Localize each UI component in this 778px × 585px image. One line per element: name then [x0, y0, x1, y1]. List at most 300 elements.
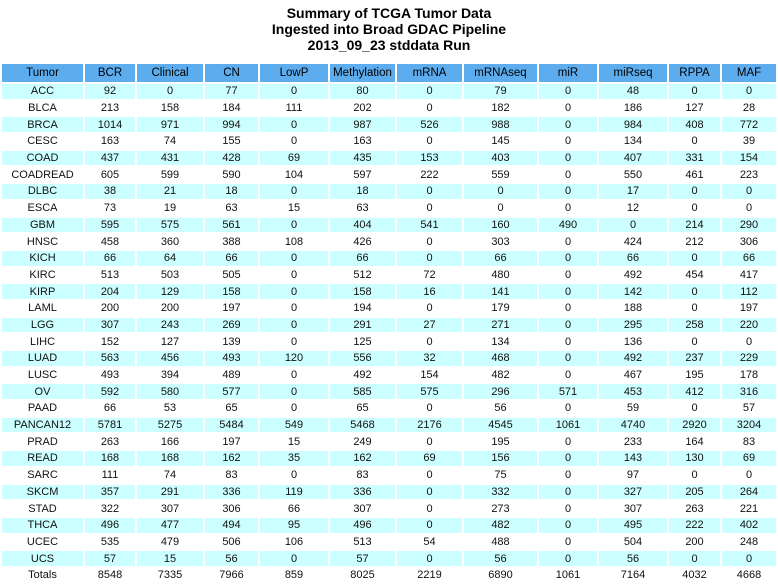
- value-cell-methylation: 125: [330, 334, 395, 349]
- value-cell-methylation: 597: [330, 167, 395, 182]
- value-cell-maf: 0: [722, 334, 776, 349]
- value-cell-mrna: 0: [397, 401, 462, 416]
- value-cell-clinical: 168: [137, 451, 203, 466]
- value-cell-lowp: 0: [260, 318, 328, 333]
- value-cell-clinical: 291: [137, 485, 203, 500]
- value-cell-mrna: 153: [397, 151, 462, 166]
- value-cell-clinical: 21: [137, 184, 203, 199]
- table-row: [2, 301, 776, 316]
- tumor-label: GBM: [2, 218, 83, 233]
- value-cell-mir: 0: [539, 101, 597, 116]
- value-cell-lowp: 0: [260, 268, 328, 283]
- value-cell-mir: 0: [539, 551, 597, 566]
- value-cell-mrnaseq: 179: [464, 301, 537, 316]
- value-cell-cn: 994: [205, 117, 258, 132]
- value-cell-mrnaseq: 482: [464, 368, 537, 383]
- value-cell-mrna: 0: [397, 434, 462, 449]
- column-header-cn: CN: [205, 64, 258, 82]
- value-cell-mir: 0: [539, 84, 597, 99]
- value-cell-bcr: 263: [85, 434, 135, 449]
- value-cell-cn: 269: [205, 318, 258, 333]
- value-cell-bcr: 200: [85, 301, 135, 316]
- value-cell-cn: 506: [205, 535, 258, 550]
- tumor-label: COADREAD: [2, 167, 83, 182]
- value-cell-methylation: 65: [330, 401, 395, 416]
- value-cell-mrna: 32: [397, 351, 462, 366]
- value-cell-cn: 56: [205, 551, 258, 566]
- value-cell-cn: 493: [205, 351, 258, 366]
- value-cell-cn: 197: [205, 301, 258, 316]
- table-row: [2, 501, 776, 516]
- value-cell-clinical: 580: [137, 384, 203, 399]
- value-cell-mrnaseq: 6890: [464, 568, 537, 583]
- value-cell-bcr: 1014: [85, 117, 135, 132]
- value-cell-mrna: 0: [397, 518, 462, 533]
- value-cell-mrna: 222: [397, 167, 462, 182]
- tumor-label: HNSC: [2, 234, 83, 249]
- value-cell-cn: 489: [205, 368, 258, 383]
- value-cell-maf: 0: [722, 468, 776, 483]
- value-cell-cn: 577: [205, 384, 258, 399]
- value-cell-clinical: 53: [137, 401, 203, 416]
- value-cell-lowp: 111: [260, 101, 328, 116]
- tumor-label: LUSC: [2, 368, 83, 383]
- value-cell-maf: 402: [722, 518, 776, 533]
- value-cell-mir: 1061: [539, 568, 597, 583]
- value-cell-mrnaseq: 559: [464, 167, 537, 182]
- value-cell-mirseq: 59: [599, 401, 667, 416]
- value-cell-mrnaseq: 56: [464, 401, 537, 416]
- tumor-label: SKCM: [2, 485, 83, 500]
- tumor-label: KICH: [2, 251, 83, 266]
- value-cell-bcr: 66: [85, 251, 135, 266]
- value-cell-lowp: 0: [260, 301, 328, 316]
- table-row: [2, 535, 776, 550]
- value-cell-cn: 428: [205, 151, 258, 166]
- value-cell-clinical: 360: [137, 234, 203, 249]
- tumor-label: OV: [2, 384, 83, 399]
- value-cell-methylation: 202: [330, 101, 395, 116]
- value-cell-lowp: 119: [260, 485, 328, 500]
- value-cell-maf: 178: [722, 368, 776, 383]
- table-row: [2, 234, 776, 249]
- value-cell-clinical: 19: [137, 201, 203, 216]
- value-cell-bcr: 204: [85, 284, 135, 299]
- value-cell-mirseq: 143: [599, 451, 667, 466]
- value-cell-maf: 221: [722, 501, 776, 516]
- table-row: [2, 351, 776, 366]
- value-cell-mrna: 0: [397, 334, 462, 349]
- value-cell-bcr: 496: [85, 518, 135, 533]
- value-cell-mir: 0: [539, 151, 597, 166]
- value-cell-mir: 0: [539, 518, 597, 533]
- table-row: [2, 401, 776, 416]
- tumor-label: ACC: [2, 84, 83, 99]
- value-cell-clinical: 477: [137, 518, 203, 533]
- value-cell-mrnaseq: 332: [464, 485, 537, 500]
- table-header-row: [2, 64, 776, 82]
- value-cell-maf: 417: [722, 268, 776, 283]
- table-row: [2, 167, 776, 182]
- value-cell-bcr: 322: [85, 501, 135, 516]
- value-cell-mir: 0: [539, 351, 597, 366]
- value-cell-maf: 112: [722, 284, 776, 299]
- value-cell-lowp: 0: [260, 284, 328, 299]
- value-cell-mrna: 541: [397, 218, 462, 233]
- value-cell-maf: 28: [722, 101, 776, 116]
- value-cell-mir: 1061: [539, 418, 597, 433]
- value-cell-cn: 18: [205, 184, 258, 199]
- value-cell-mrna: 0: [397, 101, 462, 116]
- value-cell-bcr: 213: [85, 101, 135, 116]
- value-cell-lowp: 0: [260, 218, 328, 233]
- column-header-lowp: LowP: [260, 64, 328, 82]
- value-cell-methylation: 426: [330, 234, 395, 249]
- value-cell-cn: 65: [205, 401, 258, 416]
- value-cell-mirseq: 12: [599, 201, 667, 216]
- value-cell-rppa: 412: [669, 384, 720, 399]
- value-cell-mirseq: 467: [599, 368, 667, 383]
- value-cell-mir: 0: [539, 184, 597, 199]
- value-cell-cn: 139: [205, 334, 258, 349]
- value-cell-maf: 248: [722, 535, 776, 550]
- tumor-label: LAML: [2, 301, 83, 316]
- tumor-label: BLCA: [2, 101, 83, 116]
- value-cell-mirseq: 48: [599, 84, 667, 99]
- table-row: [2, 418, 776, 433]
- value-cell-mir: 0: [539, 535, 597, 550]
- value-cell-mirseq: 492: [599, 268, 667, 283]
- value-cell-maf: 290: [722, 218, 776, 233]
- table-row: [2, 151, 776, 166]
- tumor-label: LIHC: [2, 334, 83, 349]
- value-cell-methylation: 5468: [330, 418, 395, 433]
- tumor-label: ESCA: [2, 201, 83, 216]
- value-cell-methylation: 512: [330, 268, 395, 283]
- value-cell-mirseq: 56: [599, 551, 667, 566]
- value-cell-methylation: 158: [330, 284, 395, 299]
- tumor-label: READ: [2, 451, 83, 466]
- table-row: [2, 384, 776, 399]
- value-cell-mir: 0: [539, 501, 597, 516]
- value-cell-mir: 0: [539, 318, 597, 333]
- value-cell-clinical: 166: [137, 434, 203, 449]
- column-header-mrnaseq: mRNAseq: [464, 64, 537, 82]
- table-row: [2, 134, 776, 149]
- value-cell-clinical: 575: [137, 218, 203, 233]
- value-cell-lowp: 95: [260, 518, 328, 533]
- value-cell-rppa: 461: [669, 167, 720, 182]
- value-cell-cn: 388: [205, 234, 258, 249]
- table-row: [2, 468, 776, 483]
- value-cell-bcr: 92: [85, 84, 135, 99]
- value-cell-bcr: 168: [85, 451, 135, 466]
- value-cell-mrnaseq: 482: [464, 518, 537, 533]
- value-cell-mrnaseq: 195: [464, 434, 537, 449]
- value-cell-lowp: 549: [260, 418, 328, 433]
- value-cell-mir: 0: [539, 401, 597, 416]
- value-cell-bcr: 563: [85, 351, 135, 366]
- tcga-summary-table: [0, 62, 778, 585]
- value-cell-rppa: 258: [669, 318, 720, 333]
- value-cell-mir: 0: [539, 201, 597, 216]
- value-cell-mrna: 0: [397, 485, 462, 500]
- value-cell-bcr: 307: [85, 318, 135, 333]
- value-cell-clinical: 971: [137, 117, 203, 132]
- value-cell-mrna: 575: [397, 384, 462, 399]
- value-cell-clinical: 74: [137, 134, 203, 149]
- value-cell-mrna: 27: [397, 318, 462, 333]
- value-cell-mrnaseq: 145: [464, 134, 537, 149]
- value-cell-cn: 197: [205, 434, 258, 449]
- value-cell-mir: 0: [539, 134, 597, 149]
- value-cell-mrna: 16: [397, 284, 462, 299]
- value-cell-clinical: 5275: [137, 418, 203, 433]
- value-cell-mirseq: 424: [599, 234, 667, 249]
- value-cell-mrna: 0: [397, 201, 462, 216]
- value-cell-methylation: 496: [330, 518, 395, 533]
- table-row: [2, 184, 776, 199]
- value-cell-lowp: 0: [260, 334, 328, 349]
- value-cell-clinical: 7335: [137, 568, 203, 583]
- value-cell-mrnaseq: 141: [464, 284, 537, 299]
- value-cell-mrna: 0: [397, 251, 462, 266]
- value-cell-mir: 0: [539, 284, 597, 299]
- table-row: [2, 451, 776, 466]
- table-row: [2, 84, 776, 99]
- totals-row: [2, 568, 776, 583]
- tumor-label: KIRC: [2, 268, 83, 283]
- value-cell-cn: 66: [205, 251, 258, 266]
- value-cell-maf: 0: [722, 84, 776, 99]
- value-cell-mirseq: 307: [599, 501, 667, 516]
- value-cell-mrna: 0: [397, 468, 462, 483]
- value-cell-mrnaseq: 403: [464, 151, 537, 166]
- value-cell-bcr: 57: [85, 551, 135, 566]
- value-cell-rppa: 195: [669, 368, 720, 383]
- value-cell-lowp: 0: [260, 468, 328, 483]
- value-cell-methylation: 57: [330, 551, 395, 566]
- tumor-label: BRCA: [2, 117, 83, 132]
- value-cell-bcr: 163: [85, 134, 135, 149]
- value-cell-mrnaseq: 160: [464, 218, 537, 233]
- value-cell-cn: 5484: [205, 418, 258, 433]
- table-row: [2, 551, 776, 566]
- value-cell-bcr: 38: [85, 184, 135, 199]
- value-cell-clinical: 200: [137, 301, 203, 316]
- value-cell-bcr: 595: [85, 218, 135, 233]
- value-cell-mirseq: 134: [599, 134, 667, 149]
- value-cell-cn: 184: [205, 101, 258, 116]
- column-header-rppa: RPPA: [669, 64, 720, 82]
- value-cell-cn: 162: [205, 451, 258, 466]
- value-cell-rppa: 205: [669, 485, 720, 500]
- value-cell-mrnaseq: 66: [464, 251, 537, 266]
- value-cell-lowp: 0: [260, 384, 328, 399]
- value-cell-maf: 66: [722, 251, 776, 266]
- value-cell-rppa: 164: [669, 434, 720, 449]
- tumor-label: DLBC: [2, 184, 83, 199]
- value-cell-mirseq: 17: [599, 184, 667, 199]
- value-cell-bcr: 458: [85, 234, 135, 249]
- tumor-label: LGG: [2, 318, 83, 333]
- value-cell-mrnaseq: 273: [464, 501, 537, 516]
- table-row: [2, 201, 776, 216]
- table-row: [2, 268, 776, 283]
- value-cell-bcr: 357: [85, 485, 135, 500]
- value-cell-mrna: 2176: [397, 418, 462, 433]
- value-cell-mrnaseq: 468: [464, 351, 537, 366]
- value-cell-mir: 0: [539, 468, 597, 483]
- tumor-label: UCEC: [2, 535, 83, 550]
- value-cell-maf: 197: [722, 301, 776, 316]
- tumor-label: PRAD: [2, 434, 83, 449]
- value-cell-mrna: 0: [397, 134, 462, 149]
- value-cell-mirseq: 495: [599, 518, 667, 533]
- value-cell-methylation: 80: [330, 84, 395, 99]
- value-cell-rppa: 0: [669, 301, 720, 316]
- value-cell-mrnaseq: 0: [464, 201, 537, 216]
- value-cell-mrnaseq: 488: [464, 535, 537, 550]
- value-cell-mir: 0: [539, 451, 597, 466]
- value-cell-rppa: 454: [669, 268, 720, 283]
- column-header-mir: miR: [539, 64, 597, 82]
- value-cell-mrnaseq: 303: [464, 234, 537, 249]
- value-cell-mrna: 526: [397, 117, 462, 132]
- value-cell-lowp: 15: [260, 201, 328, 216]
- value-cell-bcr: 66: [85, 401, 135, 416]
- value-cell-mir: 0: [539, 485, 597, 500]
- table-row: [2, 434, 776, 449]
- value-cell-lowp: 0: [260, 184, 328, 199]
- value-cell-mir: 0: [539, 268, 597, 283]
- value-cell-rppa: 0: [669, 84, 720, 99]
- value-cell-mirseq: 327: [599, 485, 667, 500]
- value-cell-mirseq: 492: [599, 351, 667, 366]
- value-cell-bcr: 592: [85, 384, 135, 399]
- value-cell-lowp: 15: [260, 434, 328, 449]
- value-cell-methylation: 249: [330, 434, 395, 449]
- value-cell-mrna: 72: [397, 268, 462, 283]
- value-cell-cn: 158: [205, 284, 258, 299]
- value-cell-rppa: 0: [669, 201, 720, 216]
- value-cell-mrna: 154: [397, 368, 462, 383]
- table-row: [2, 284, 776, 299]
- tumor-label: PAAD: [2, 401, 83, 416]
- value-cell-mrnaseq: 4545: [464, 418, 537, 433]
- value-cell-methylation: 513: [330, 535, 395, 550]
- value-cell-mirseq: 136: [599, 334, 667, 349]
- value-cell-bcr: 437: [85, 151, 135, 166]
- value-cell-clinical: 243: [137, 318, 203, 333]
- value-cell-bcr: 535: [85, 535, 135, 550]
- value-cell-maf: 264: [722, 485, 776, 500]
- value-cell-rppa: 0: [669, 251, 720, 266]
- value-cell-lowp: 0: [260, 368, 328, 383]
- value-cell-methylation: 8025: [330, 568, 395, 583]
- value-cell-mrnaseq: 182: [464, 101, 537, 116]
- value-cell-mirseq: 186: [599, 101, 667, 116]
- value-cell-cn: 7966: [205, 568, 258, 583]
- value-cell-mirseq: 233: [599, 434, 667, 449]
- column-header-bcr: BCR: [85, 64, 135, 82]
- value-cell-cn: 590: [205, 167, 258, 182]
- value-cell-mrna: 2219: [397, 568, 462, 583]
- value-cell-clinical: 158: [137, 101, 203, 116]
- value-cell-methylation: 435: [330, 151, 395, 166]
- value-cell-mirseq: 0: [599, 218, 667, 233]
- value-cell-mir: 571: [539, 384, 597, 399]
- value-cell-mir: 0: [539, 167, 597, 182]
- value-cell-lowp: 35: [260, 451, 328, 466]
- value-cell-mir: 0: [539, 234, 597, 249]
- value-cell-methylation: 66: [330, 251, 395, 266]
- value-cell-mirseq: 4740: [599, 418, 667, 433]
- value-cell-rppa: 4032: [669, 568, 720, 583]
- value-cell-rppa: 0: [669, 284, 720, 299]
- value-cell-rppa: 222: [669, 518, 720, 533]
- value-cell-mirseq: 407: [599, 151, 667, 166]
- value-cell-clinical: 479: [137, 535, 203, 550]
- value-cell-bcr: 513: [85, 268, 135, 283]
- tumor-label: PANCAN12: [2, 418, 83, 433]
- value-cell-methylation: 404: [330, 218, 395, 233]
- tumor-label: SARC: [2, 468, 83, 483]
- value-cell-lowp: 0: [260, 84, 328, 99]
- value-cell-mrna: 69: [397, 451, 462, 466]
- value-cell-mrnaseq: 156: [464, 451, 537, 466]
- value-cell-clinical: 0: [137, 84, 203, 99]
- value-cell-cn: 505: [205, 268, 258, 283]
- value-cell-rppa: 2920: [669, 418, 720, 433]
- value-cell-lowp: 0: [260, 401, 328, 416]
- value-cell-maf: 223: [722, 167, 776, 182]
- value-cell-clinical: 127: [137, 334, 203, 349]
- value-cell-rppa: 130: [669, 451, 720, 466]
- value-cell-cn: 63: [205, 201, 258, 216]
- column-header-mrna: mRNA: [397, 64, 462, 82]
- value-cell-lowp: 859: [260, 568, 328, 583]
- value-cell-maf: 69: [722, 451, 776, 466]
- column-header-mirseq: miRseq: [599, 64, 667, 82]
- value-cell-bcr: 111: [85, 468, 135, 483]
- value-cell-rppa: 0: [669, 551, 720, 566]
- value-cell-methylation: 162: [330, 451, 395, 466]
- value-cell-cn: 83: [205, 468, 258, 483]
- value-cell-rppa: 0: [669, 401, 720, 416]
- value-cell-maf: 3204: [722, 418, 776, 433]
- value-cell-mrnaseq: 296: [464, 384, 537, 399]
- value-cell-lowp: 120: [260, 351, 328, 366]
- value-cell-mrnaseq: 0: [464, 184, 537, 199]
- value-cell-maf: 39: [722, 134, 776, 149]
- value-cell-cn: 494: [205, 518, 258, 533]
- value-cell-mirseq: 550: [599, 167, 667, 182]
- value-cell-lowp: 0: [260, 134, 328, 149]
- value-cell-methylation: 63: [330, 201, 395, 216]
- value-cell-lowp: 0: [260, 251, 328, 266]
- value-cell-mir: 0: [539, 301, 597, 316]
- tumor-label: THCA: [2, 518, 83, 533]
- value-cell-bcr: 5781: [85, 418, 135, 433]
- value-cell-cn: 561: [205, 218, 258, 233]
- value-cell-rppa: 212: [669, 234, 720, 249]
- value-cell-rppa: 263: [669, 501, 720, 516]
- value-cell-rppa: 331: [669, 151, 720, 166]
- value-cell-lowp: 66: [260, 501, 328, 516]
- value-cell-mrna: 0: [397, 551, 462, 566]
- value-cell-clinical: 307: [137, 501, 203, 516]
